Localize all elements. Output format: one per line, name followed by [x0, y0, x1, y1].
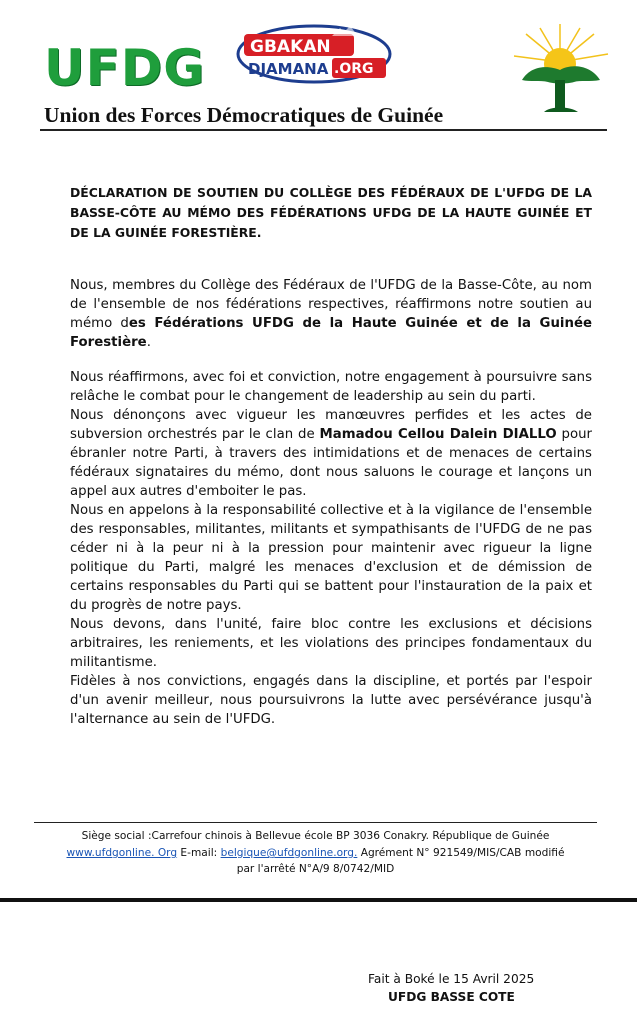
email-label: E-mail: [177, 847, 221, 859]
footer-decree: par l'arrêté N°A/9 8/0742/MID [236, 863, 395, 875]
sun-tree-emblem-icon [504, 20, 616, 126]
watermark-line2: DJAMANA [248, 60, 329, 78]
intro-bold: es Fédérations UFDG de la Haute Guinée et de la Guinée Forestière [70, 316, 592, 350]
intro-text: Nous, membres du Collège des Fédéraux de l'UFDG de la Basse-Côte, au nom de l'ensemble de nos fédérations respectives, réaffirmons notre soutien au mémo d [70, 278, 592, 331]
p2-bold-name: Mamadou Cellou Dalein DIALLO [319, 427, 557, 442]
paragraph-convictions: Fidèles à nos convictions, engagés dans la discipline, et portés par l'espoir d'un avenir meilleur, nous poursuivrons la lutte avec persévérance jusqu'à l'alternance au sein de l'UFDG. [70, 674, 592, 727]
website-link[interactable]: www.ufdgonline. Org [66, 847, 178, 859]
paragraph-unity: Nous devons, dans l'unité, faire bloc contre les exclusions et décisions arbitraires, les reniements, et les violations des principes fondamentaux du militantisme. [70, 617, 592, 670]
watermark-line1: GBAKAN [250, 37, 331, 57]
gbakan-djamana-watermark [236, 22, 392, 84]
signatory: UFDG BASSE COTE [388, 990, 515, 1004]
agreement-text: Agrément N° 921549/MIS/CAB modifié [357, 847, 565, 859]
page-break-bar [0, 898, 637, 902]
paragraph-denunciation [70, 406, 592, 501]
ufdg-logo: UFDG [44, 39, 206, 97]
paragraph-responsibility: Nous en appelons à la responsabilité collective et à la vigilance de l'ensemble des responsables, militantes, militants et sympathisants de l'UFDG de ne pas céder ni à la peur ni à la pression pour maintenir avec rigueur la ligne politique du Parti, malgré les menaces d'exclusion et de démission de certains responsables du Parti qui se battent pour l'instauration de la paix et du progrès de notre pays. [70, 503, 592, 613]
p2-end: pour ébranler notre Parti, à travers des intimidations et de menaces de certains fédéraux signataires du mémo, dont nous saluons le courage et lançons un appel aux autres d'emboiter le pas. [70, 427, 592, 499]
footer-address: Siège social :Carrefour chinois à Bellevue école BP 3036 Conakry. République de Guinée [81, 830, 550, 842]
intro-end: . [146, 335, 151, 350]
header-divider [40, 129, 607, 131]
intro-paragraph [70, 276, 592, 352]
watermark-suffix: .ORG [334, 61, 374, 77]
paragraph-engagement: Nous réaffirmons, avec foi et conviction, notre engagement à poursuivre sans relâche le combat pour le changement de leadership au sein du parti. [70, 370, 592, 404]
p2-start: Nous dénonçons avec vigueur les manœuvres perfides et les actes de subversion orchestrés par le clan de [70, 408, 592, 442]
footer-divider [34, 822, 597, 823]
place-date: Fait à Boké le 15 Avril 2025 [368, 972, 535, 986]
party-name: Union des Forces Démocratiques de Guinée [44, 103, 444, 127]
declaration-title: DÉCLARATION DE SOUTIEN DU COLLÈGE DES FÉDÉRAUX DE L'UFDG DE LA BASSE-CÔTE AU MÉMO DES FÉDÉRATIONS UFDG DE LA HAUTE GUINÉE ET DE LA GUINÉE FORESTIÈRE. [70, 185, 592, 240]
footer-contact [34, 845, 597, 862]
email-link[interactable]: belgique@ufdgonline.org. [220, 847, 358, 859]
